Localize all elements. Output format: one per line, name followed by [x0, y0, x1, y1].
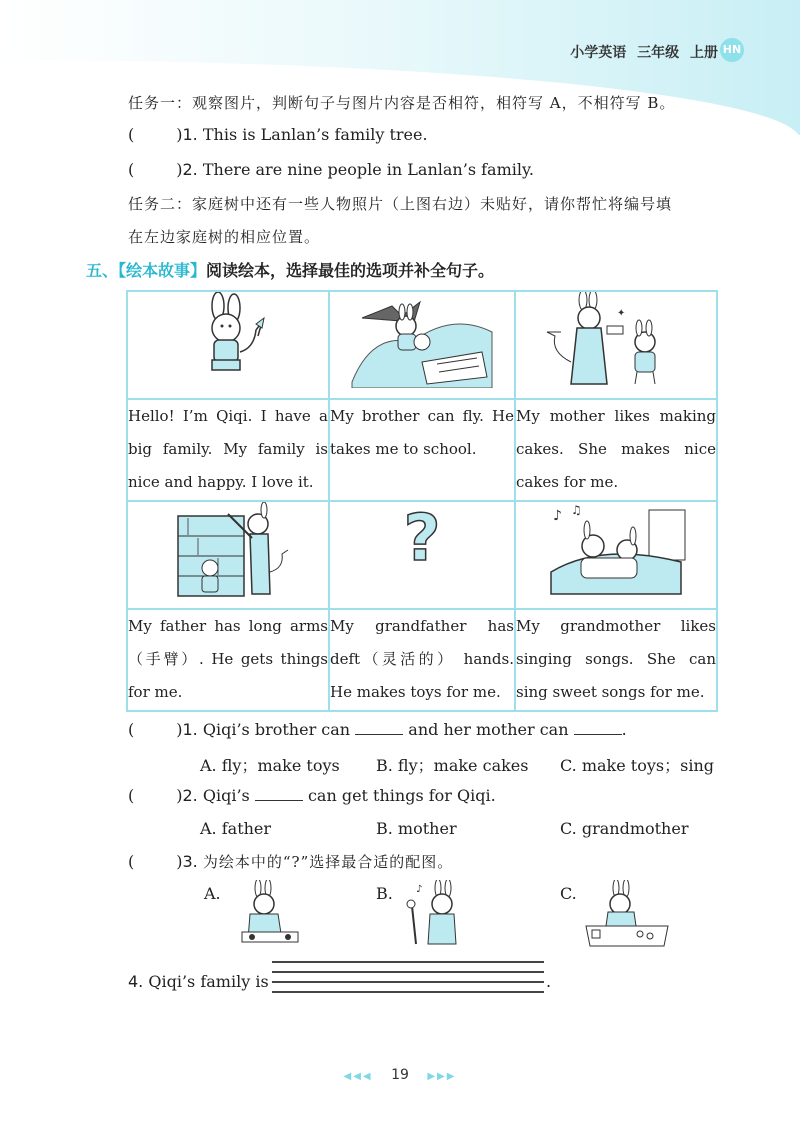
q3-option-c-image[interactable]	[582, 880, 672, 948]
answer-line[interactable]	[272, 981, 544, 983]
q3-option-a-label[interactable]: A.	[204, 884, 221, 903]
answer-paren-open: (	[128, 852, 135, 871]
q3-option-a-image[interactable]	[228, 880, 308, 948]
question-number: 2.	[182, 786, 198, 805]
question-text: 为绘本中的“?”选择最合适的配图。	[202, 853, 454, 871]
q1-option-c[interactable]: C. make toys；sing	[560, 756, 714, 775]
question-text-c: .	[621, 720, 627, 739]
question-mark-illustration	[402, 502, 442, 572]
picture-book-table	[126, 290, 718, 712]
page-number: 19	[391, 1067, 409, 1083]
task2-line-1: 任务二：家庭树中还有一些人物照片（上图右边）未贴好，请你帮忙将编号填	[128, 195, 673, 213]
answer-paren-open: (	[128, 160, 135, 179]
svg-text:♪: ♪	[553, 508, 562, 524]
qiqi-rabbit-illustration	[178, 292, 278, 382]
grandmother-singing-illustration	[541, 502, 691, 598]
question-text-b: can get things for Qiqi.	[307, 786, 496, 805]
question-number: 1.	[182, 720, 198, 739]
rabbit-singing-microphone-icon	[398, 880, 478, 948]
section-number: 五、	[86, 261, 119, 280]
section-5-title	[86, 258, 494, 281]
panel-mother-text: My mother likes making cakes. She makes nice cakes for me.	[515, 399, 717, 501]
answer-line[interactable]	[272, 961, 544, 963]
question-mark-symbol: ?	[403, 502, 441, 572]
book-title: 小学英语	[570, 45, 627, 61]
panel-grandmother-picture	[515, 501, 717, 609]
q3-option-b-image[interactable]	[398, 880, 478, 948]
task1-item-1	[128, 125, 428, 144]
panel-brother-picture	[329, 291, 515, 399]
page-footer	[0, 1067, 800, 1083]
answer-paren-close: )	[176, 720, 183, 739]
answer-line[interactable]	[272, 991, 544, 993]
panel-father-picture	[127, 501, 329, 609]
svg-text:♫: ♫	[571, 503, 582, 517]
item-number: 2.	[182, 160, 198, 179]
question-3	[128, 851, 453, 872]
answer-paren-close: )	[176, 786, 183, 805]
father-bookshelf-illustration	[158, 502, 298, 598]
left-arrows-icon: ◀◀◀	[343, 1071, 373, 1082]
question-number: 4.	[128, 972, 144, 991]
answer-paren-close: )	[176, 125, 183, 144]
question-4-period: .	[546, 972, 552, 991]
answer-lines[interactable]	[272, 961, 544, 1001]
panel-brother-text: My brother can fly. He takes me to school.	[329, 399, 515, 501]
item-text: This is Lanlan’s family tree.	[202, 125, 428, 144]
edition-badge: HN	[720, 38, 744, 62]
panel-grandmother-text: My grandmother likes singing songs. She can sing sweet songs for me.	[515, 609, 717, 711]
q2-option-a[interactable]: A. father	[200, 819, 272, 838]
answer-paren-open: (	[128, 786, 135, 805]
question-1	[128, 720, 627, 739]
question-2	[128, 786, 496, 805]
answer-paren-close: )	[176, 160, 183, 179]
panel-qiqi-picture	[127, 291, 329, 399]
question-text-b: and her mother can	[408, 720, 569, 739]
question-text: Qiqi’s family is	[148, 972, 269, 991]
task2-line-2: 在左边家庭树的相应位置。	[128, 228, 321, 246]
fill-blank[interactable]	[255, 799, 303, 801]
question-4	[128, 972, 269, 991]
answer-line[interactable]	[272, 971, 544, 973]
task1-instruction: 任务一：观察图片，判断句子与图片内容是否相符，相符写 A，不相符写 B。	[128, 94, 676, 112]
panel-qiqi-text: Hello! I’m Qiqi. I have a big family. My family is nice and happy. I love it.	[127, 399, 329, 501]
answer-paren-open: (	[128, 125, 135, 144]
section-instruction: 阅读绘本，选择最佳的选项并补全句子。	[206, 261, 495, 280]
q1-option-a[interactable]: A. fly；make toys	[200, 756, 340, 775]
fill-blank-2[interactable]	[574, 733, 622, 735]
question-number: 3.	[182, 852, 198, 871]
item-text: There are nine people in Lanlan’s family.	[202, 160, 534, 179]
fill-blank-1[interactable]	[355, 733, 403, 735]
panel-mother-picture	[515, 291, 717, 399]
q2-option-c[interactable]: C. grandmother	[560, 819, 689, 838]
question-text-a: Qiqi’s	[202, 786, 250, 805]
question-text-a: Qiqi’s brother can	[202, 720, 351, 739]
item-number: 1.	[182, 125, 198, 144]
q3-option-b-label[interactable]: B.	[376, 884, 393, 903]
panel-father-text: My father has long arms（手臂）. He gets things for me.	[127, 609, 329, 711]
answer-paren-close: )	[176, 852, 183, 871]
q3-option-c-label[interactable]: C.	[560, 884, 577, 903]
answer-paren-open: (	[128, 720, 135, 739]
section-tag: 【绘本故事】	[118, 261, 207, 280]
q2-option-b[interactable]: B. mother	[376, 819, 457, 838]
running-header	[570, 42, 718, 62]
panel-grandfather-picture	[329, 501, 515, 609]
q1-option-b[interactable]: B. fly；make cakes	[376, 756, 529, 775]
volume-label: 上册	[690, 45, 718, 61]
svg-text:✦: ✦	[617, 308, 626, 319]
svg-text:♪: ♪	[416, 884, 423, 895]
panel-grandfather-text: My grandfather has deft（灵活的） hands. He makes toys for me.	[329, 609, 515, 711]
brother-flying-illustration	[342, 292, 502, 388]
rabbit-at-desk-icon	[582, 880, 672, 948]
mother-cake-illustration	[541, 292, 691, 388]
right-arrows-icon: ▶▶▶	[427, 1071, 457, 1082]
task1-item-2	[128, 160, 534, 179]
rabbit-with-toys-icon	[228, 880, 308, 948]
grade-label: 三年级	[637, 45, 680, 61]
